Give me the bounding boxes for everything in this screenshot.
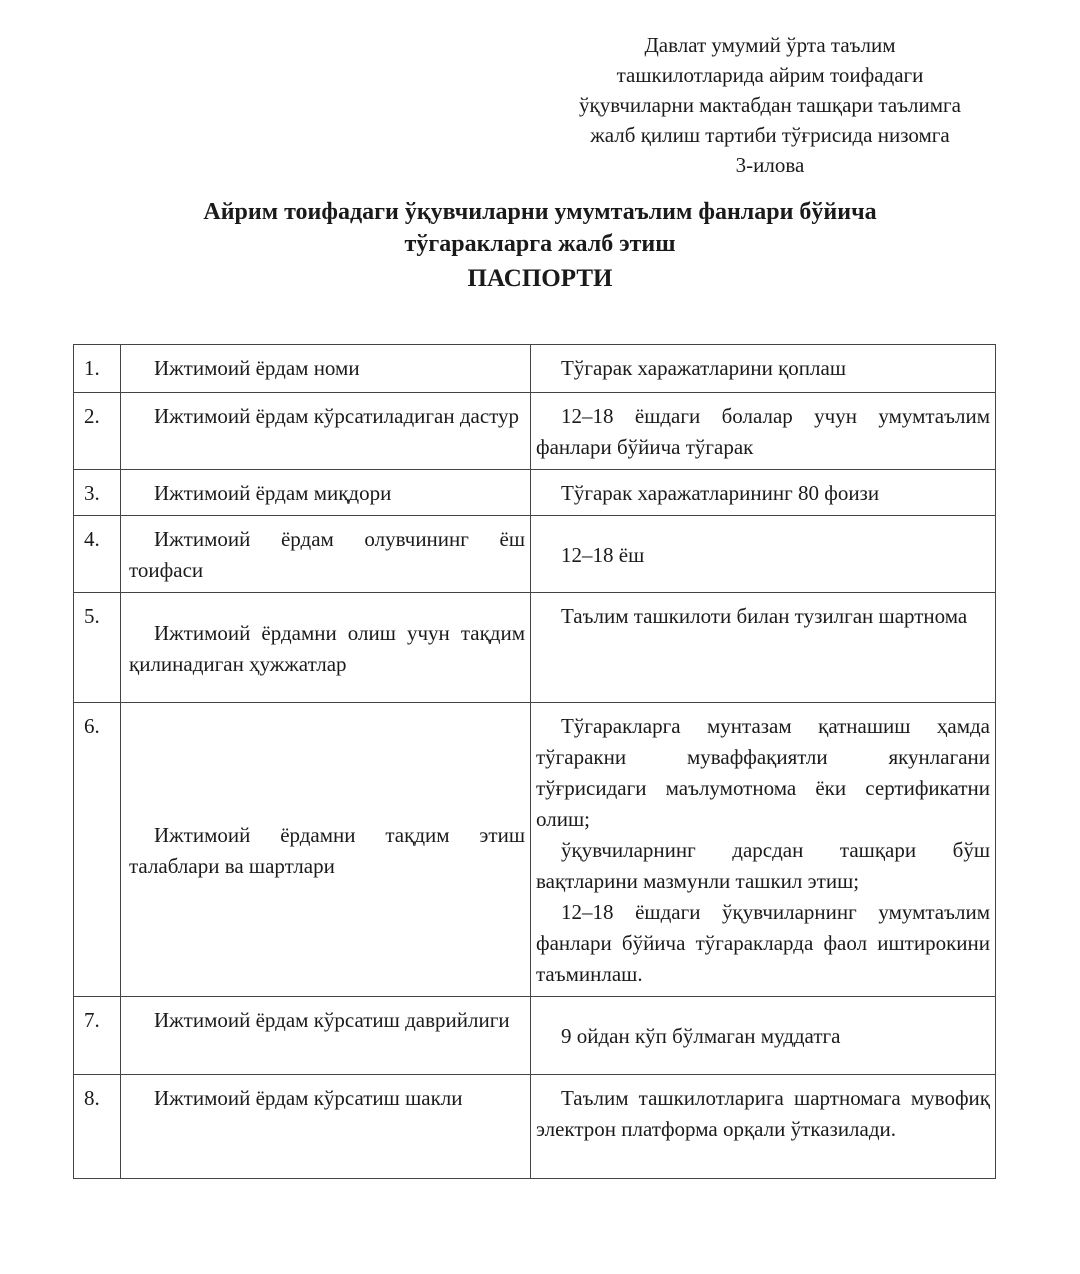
table-row: [74, 470, 996, 516]
table-row: [74, 997, 996, 1075]
row-number: 4.: [74, 516, 121, 593]
annex-line: жалб қилиш тартиби тўғрисида низомга: [590, 123, 950, 147]
row-number: 6.: [74, 703, 121, 997]
row-value-text: 12–18 ёшдаги болалар учун умумтаълим фанлари бўйича тўгарак: [536, 404, 990, 459]
row-value: [531, 393, 996, 470]
title-line-1: Айрим тоифадаги ўқувчиларни умумтаълим фанлари бўйича: [203, 199, 877, 225]
title-line-3: ПАСПОРТИ: [467, 265, 613, 292]
table-row: [74, 1075, 996, 1179]
row-number: 2.: [74, 393, 121, 470]
annex-header: [520, 30, 1020, 180]
row-name-text: Ижтимоий ёрдамни тақдим этиш талаблари ва шартлари: [129, 822, 525, 878]
passport-table: [73, 344, 996, 1179]
row-number: 1.: [74, 345, 121, 393]
row-value: [531, 1075, 996, 1179]
row-name: [121, 593, 531, 703]
row-value: [531, 345, 996, 393]
row-value-paragraph: 12–18 ёшдаги ўқувчиларнинг умумтаълим фанлари бўйича тўгаракларда фаол иштирокини таъминлаш.: [536, 900, 990, 986]
row-name: Ижтимоий ёрдам миқдори: [121, 470, 531, 516]
row-name: [121, 703, 531, 997]
row-name-text: Ижтимоий ёрдамни олиш учун тақдим қилинадиган ҳужжатлар: [129, 620, 525, 676]
row-name: Ижтимоий ёрдам кўрсатиладиган дастур: [121, 393, 531, 470]
title-line-2: тўгаракларга жалб этиш: [404, 231, 676, 257]
annex-line: ўқувчиларни мактабдан ташқари таълимга: [579, 93, 961, 117]
row-value-text: Тўгарак харажатларини қоплаш: [561, 356, 847, 380]
table-row: [74, 703, 996, 997]
row-value-text: Таълим ташкилоти билан тузилган шартнома: [561, 604, 968, 628]
annex-line: Давлат умумий ўрта таълим: [644, 33, 896, 57]
table-row: [74, 593, 996, 703]
row-value: [531, 703, 996, 997]
row-value-paragraph: ўқувчиларнинг дарсдан ташқари бўш вақтларини мазмунли ташкил этиш;: [536, 838, 990, 893]
row-value: [531, 593, 996, 703]
annex-number: 3-илова: [735, 153, 805, 177]
document-title: [60, 196, 1020, 296]
row-value: [531, 997, 996, 1075]
table-row: [74, 516, 996, 593]
row-number: 8.: [74, 1075, 121, 1179]
row-value-text: Тўгарак харажатларининг 80 фоизи: [561, 481, 880, 505]
row-name: Ижтимоий ёрдам номи: [121, 345, 531, 393]
row-number: 3.: [74, 470, 121, 516]
table-row: [74, 393, 996, 470]
row-value-text: 12–18 ёш: [561, 542, 645, 567]
row-name: Ижтимоий ёрдам кўрсатиш даврийлиги: [121, 997, 531, 1075]
row-number: 5.: [74, 593, 121, 703]
row-name: Ижтимоий ёрдам кўрсатиш шакли: [121, 1075, 531, 1179]
row-value: [531, 470, 996, 516]
row-value: [531, 516, 996, 593]
row-value-text: Таълим ташкилотларига шартномага мувофиқ электрон платформа орқали ўтказилади.: [536, 1086, 990, 1141]
row-value-paragraph: Тўгаракларга мунтазам қатнашиш ҳамда тўгаракни муваффақиятли якунлагани тўғрисидаги маълумотнома ёки сертификатни олиш;: [536, 714, 990, 831]
row-value-text: 9 ойдан кўп бўлмаган муддатга: [561, 1024, 841, 1048]
row-number: 7.: [74, 997, 121, 1075]
table-row: [74, 345, 996, 393]
annex-line: ташкилотларида айрим тоифадаги: [616, 63, 924, 87]
row-name: Ижтимоий ёрдам олувчининг ёш тоифаси: [121, 516, 531, 593]
